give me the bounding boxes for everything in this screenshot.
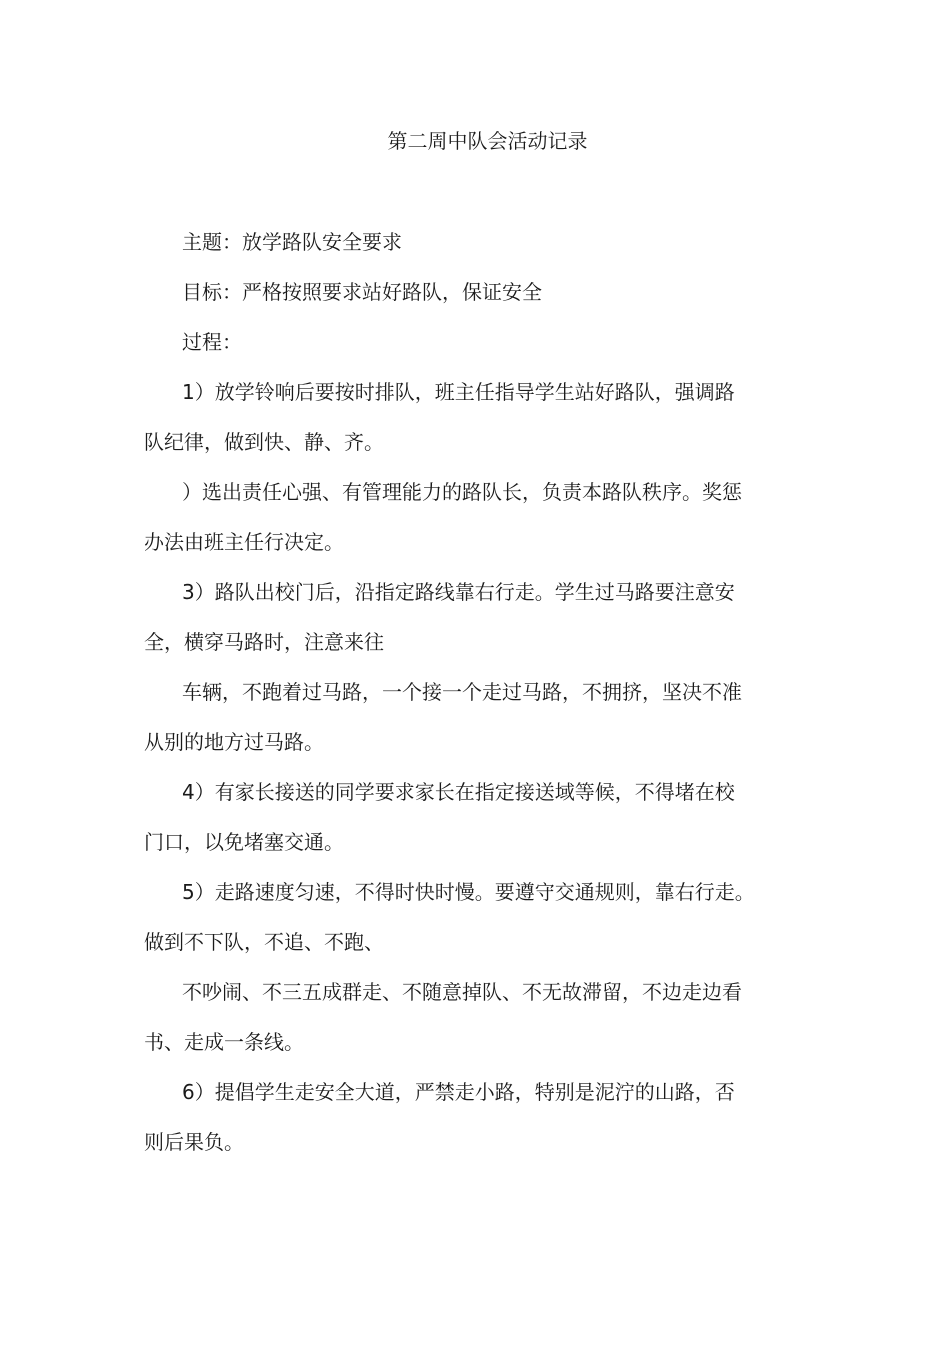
goal-line: 目标：严格按照要求站好路队，保证安全 <box>182 280 542 304</box>
paragraph-line: 门口，以免堵塞交通。 <box>144 830 344 854</box>
process-label: 过程： <box>182 330 242 354</box>
paragraph-line: 不吵闹、不三五成群走、不随意掉队、不无故滞留，不边走边看 <box>182 980 742 1004</box>
paragraph-line: 1）放学铃响后要按时排队，班主任指导学生站好路队，强调路 <box>182 380 735 404</box>
paragraph-line: 车辆，不跑着过马路，一个接一个走过马路，不拥挤，坚决不准 <box>182 680 742 704</box>
paragraph-line: 全，横穿马路时，注意来往 <box>144 630 384 654</box>
paragraph-line: 5）走路速度匀速，不得时快时慢。要遵守交通规则，靠右行走。 <box>182 880 755 904</box>
paragraph-line: 3）路队出校门后，沿指定路线靠右行走。学生过马路要注意安 <box>182 580 735 604</box>
paragraph-line: 办法由班主任行决定。 <box>144 530 344 554</box>
paragraph-line: 则后果负。 <box>144 1130 244 1154</box>
paragraph-line: 书、走成一条线。 <box>144 1030 304 1054</box>
paragraph-line: 从别的地方过马路。 <box>144 730 324 754</box>
paragraph-line: ）选出责任心强、有管理能力的路队长，负责本路队秩序。奖惩 <box>182 480 742 504</box>
document-title: 第二周中队会活动记录 <box>387 129 588 153</box>
theme-line: 主题：放学路队安全要求 <box>182 230 402 254</box>
paragraph-line: 6）提倡学生走安全大道，严禁走小路，特别是泥泞的山路，否 <box>182 1080 735 1104</box>
paragraph-line: 做到不下队，不追、不跑、 <box>144 930 384 954</box>
paragraph-line: 队纪律，做到快、静、齐。 <box>144 430 384 454</box>
paragraph-line: 4）有家长接送的同学要求家长在指定接送域等候，不得堵在校 <box>182 780 735 804</box>
